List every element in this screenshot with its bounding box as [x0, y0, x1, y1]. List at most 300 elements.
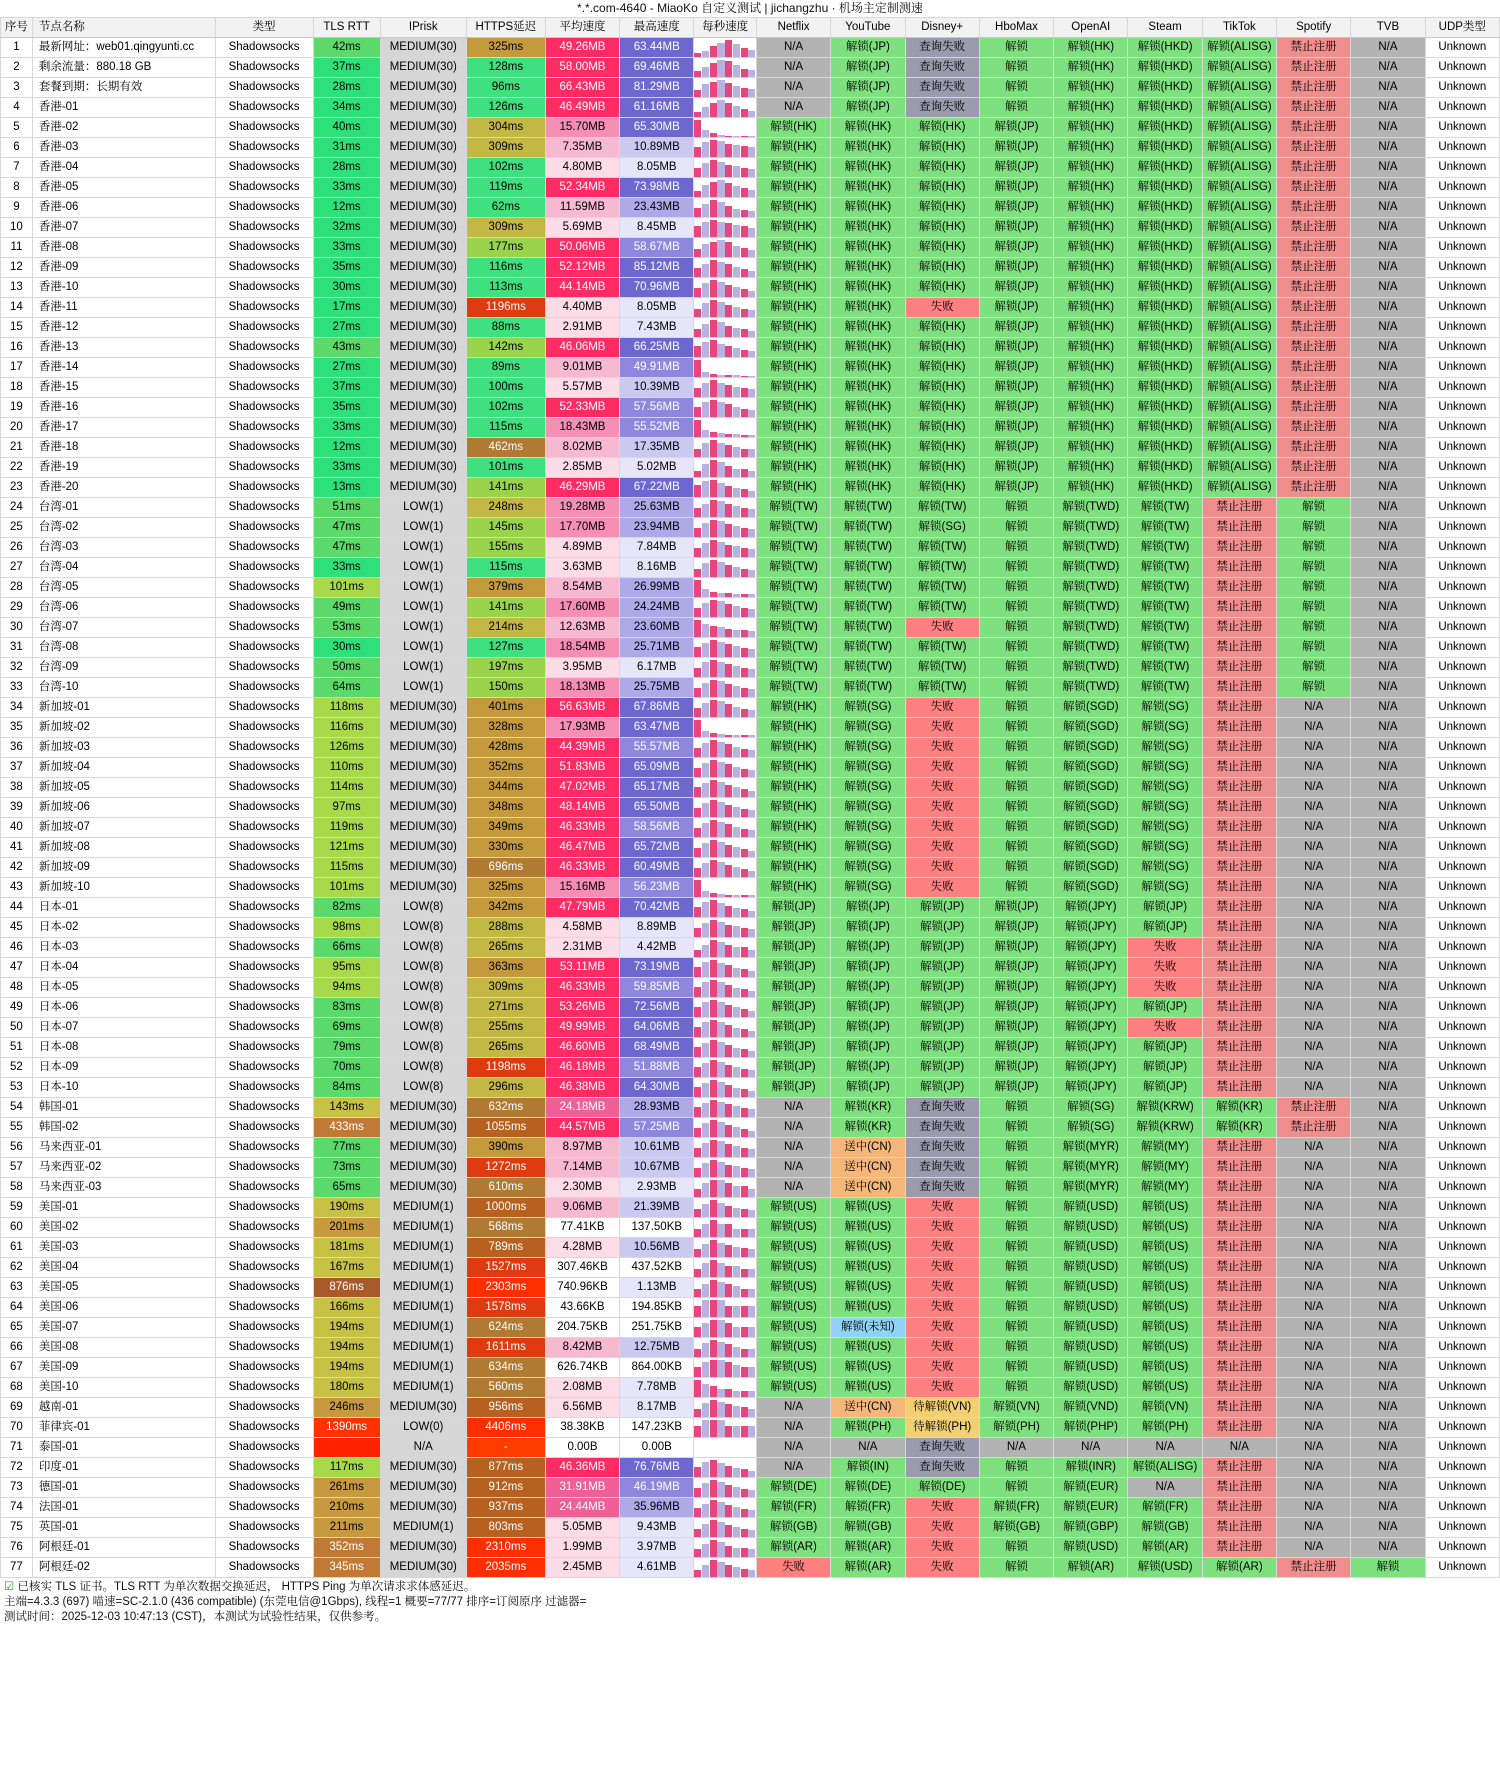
- svc-tvb: N/A: [1351, 278, 1425, 298]
- row-index: 56: [1, 1138, 33, 1158]
- table-row[interactable]: [1, 1558, 1500, 1578]
- iprisk: MEDIUM(30): [380, 458, 466, 478]
- svc-openai: 解锁(GBP): [1054, 1518, 1128, 1538]
- svc-openai: 解锁(USD): [1054, 1238, 1128, 1258]
- https-latency: 401ms: [466, 698, 545, 718]
- col-tvb[interactable]: TVB: [1351, 18, 1425, 38]
- udp-type: Unknown: [1425, 258, 1499, 278]
- max-speed: 6.17MB: [620, 658, 694, 678]
- node-name: 台湾-08: [32, 638, 215, 658]
- svc-hbomax: 解锁(JP): [979, 278, 1053, 298]
- udp-type: Unknown: [1425, 38, 1499, 58]
- table-row[interactable]: [1, 1258, 1500, 1278]
- row-index: 9: [1, 198, 33, 218]
- svc-spotify: N/A: [1277, 698, 1351, 718]
- https-latency: 363ms: [466, 958, 545, 978]
- svc-hbomax: 解锁: [979, 798, 1053, 818]
- svc-youtube: 解锁(SG): [831, 878, 905, 898]
- tls-rtt: 94ms: [313, 978, 380, 998]
- svc-openai: 解锁(HK): [1054, 198, 1128, 218]
- node-name: 新加坡-01: [32, 698, 215, 718]
- row-index: 68: [1, 1378, 33, 1398]
- svc-tvb: N/A: [1351, 1258, 1425, 1278]
- svc-youtube: 解锁(TW): [831, 578, 905, 598]
- svc-openai: 解锁(HK): [1054, 358, 1128, 378]
- table-row[interactable]: [1, 238, 1500, 258]
- svc-steam: 解锁(HKD): [1128, 78, 1202, 98]
- table-row[interactable]: [1, 638, 1500, 658]
- row-index: 23: [1, 478, 33, 498]
- per-second-sparkline: [694, 1038, 757, 1058]
- col-tls-rtt[interactable]: TLS RTT: [313, 18, 380, 38]
- avg-speed: 19.28MB: [545, 498, 619, 518]
- svc-openai: 解锁(SGD): [1054, 818, 1128, 838]
- svc-disneyplus: 解锁(JP): [905, 918, 979, 938]
- svc-spotify: 解锁: [1277, 518, 1351, 538]
- row-index: 65: [1, 1318, 33, 1338]
- avg-speed: 44.39MB: [545, 738, 619, 758]
- table-row[interactable]: [1, 378, 1500, 398]
- svc-disneyplus: 查询失败: [905, 1138, 979, 1158]
- table-row[interactable]: [1, 1398, 1500, 1418]
- table-row[interactable]: [1, 778, 1500, 798]
- svc-disneyplus: 待解锁(PH): [905, 1418, 979, 1438]
- table-row[interactable]: [1, 1298, 1500, 1318]
- table-row[interactable]: [1, 698, 1500, 718]
- svc-youtube: 解锁(SG): [831, 838, 905, 858]
- udp-type: Unknown: [1425, 1138, 1499, 1158]
- avg-speed: 2.31MB: [545, 938, 619, 958]
- svc-netflix: N/A: [756, 1398, 830, 1418]
- svc-spotify: N/A: [1277, 918, 1351, 938]
- udp-type: Unknown: [1425, 1118, 1499, 1138]
- table-row[interactable]: [1, 218, 1500, 238]
- svc-tiktok: 禁止注册: [1202, 558, 1276, 578]
- svc-steam: 解锁(US): [1128, 1378, 1202, 1398]
- row-index: 39: [1, 798, 33, 818]
- svc-hbomax: 解锁: [979, 1558, 1053, 1578]
- svc-spotify: 禁止注册: [1277, 298, 1351, 318]
- svc-youtube: 解锁(US): [831, 1378, 905, 1398]
- svc-tiktok: 禁止注册: [1202, 918, 1276, 938]
- svc-tvb: N/A: [1351, 958, 1425, 978]
- table-row[interactable]: [1, 1178, 1500, 1198]
- svc-disneyplus: 解锁(HK): [905, 358, 979, 378]
- table-row[interactable]: [1, 1518, 1500, 1538]
- table-row[interactable]: [1, 838, 1500, 858]
- table-row[interactable]: [1, 878, 1500, 898]
- svc-steam: 解锁(US): [1128, 1318, 1202, 1338]
- udp-type: Unknown: [1425, 1358, 1499, 1378]
- svc-spotify: 解锁: [1277, 578, 1351, 598]
- max-speed: 8.17MB: [620, 1398, 694, 1418]
- col-avg-speed[interactable]: 平均速度: [545, 18, 619, 38]
- max-speed: 66.25MB: [620, 338, 694, 358]
- table-row[interactable]: [1, 358, 1500, 378]
- svc-steam: N/A: [1128, 1438, 1202, 1458]
- node-name: 香港-16: [32, 398, 215, 418]
- row-index: 73: [1, 1478, 33, 1498]
- col-max-speed[interactable]: 最高速度: [620, 18, 694, 38]
- svc-netflix: 解锁(HK): [756, 838, 830, 858]
- iprisk: MEDIUM(30): [380, 818, 466, 838]
- tls-rtt: 50ms: [313, 658, 380, 678]
- table-row[interactable]: [1, 78, 1500, 98]
- svc-youtube: 解锁(HK): [831, 318, 905, 338]
- col-tiktok[interactable]: TikTok: [1202, 18, 1276, 38]
- col-spotify[interactable]: Spotify: [1277, 18, 1351, 38]
- svc-openai: 解锁(USD): [1054, 1298, 1128, 1318]
- table-row[interactable]: [1, 538, 1500, 558]
- svc-spotify: N/A: [1277, 1378, 1351, 1398]
- udp-type: Unknown: [1425, 98, 1499, 118]
- per-second-sparkline: [694, 798, 757, 818]
- col-youtube[interactable]: YouTube: [831, 18, 905, 38]
- table-row[interactable]: [1, 1138, 1500, 1158]
- per-second-sparkline: [694, 618, 757, 638]
- tls-rtt: 12ms: [313, 198, 380, 218]
- tls-rtt: [313, 1438, 380, 1458]
- svc-tiktok: 禁止注册: [1202, 878, 1276, 898]
- row-index: 20: [1, 418, 33, 438]
- svc-tiktok: 禁止注册: [1202, 638, 1276, 658]
- table-row[interactable]: [1, 498, 1500, 518]
- avg-speed: 46.29MB: [545, 478, 619, 498]
- iprisk: MEDIUM(30): [380, 478, 466, 498]
- row-index: 37: [1, 758, 33, 778]
- max-speed: 67.86MB: [620, 698, 694, 718]
- svc-youtube: 解锁(JP): [831, 1058, 905, 1078]
- svc-netflix: N/A: [756, 78, 830, 98]
- table-row[interactable]: [1, 1478, 1500, 1498]
- table-row[interactable]: [1, 1458, 1500, 1478]
- table-row[interactable]: [1, 1058, 1500, 1078]
- tls-rtt: 66ms: [313, 938, 380, 958]
- table-row[interactable]: [1, 1118, 1500, 1138]
- max-speed: 8.05MB: [620, 298, 694, 318]
- svc-spotify: 禁止注册: [1277, 118, 1351, 138]
- table-row[interactable]: [1, 558, 1500, 578]
- svc-disneyplus: 失败: [905, 1258, 979, 1278]
- table-row[interactable]: [1, 158, 1500, 178]
- table-row[interactable]: [1, 298, 1500, 318]
- iprisk: MEDIUM(1): [380, 1338, 466, 1358]
- svc-openai: 解锁(TWD): [1054, 538, 1128, 558]
- svc-hbomax: 解锁(JP): [979, 298, 1053, 318]
- avg-speed: 38.38KB: [545, 1418, 619, 1438]
- table-row[interactable]: [1, 198, 1500, 218]
- col-hbomax[interactable]: HboMax: [979, 18, 1053, 38]
- table-row[interactable]: [1, 258, 1500, 278]
- udp-type: Unknown: [1425, 378, 1499, 398]
- table-row[interactable]: [1, 1038, 1500, 1058]
- svc-netflix: 解锁(US): [756, 1318, 830, 1338]
- svc-disneyplus: 失败: [905, 1498, 979, 1518]
- svc-steam: 失败: [1128, 1018, 1202, 1038]
- svc-tvb: N/A: [1351, 158, 1425, 178]
- row-index: 75: [1, 1518, 33, 1538]
- svc-youtube: 解锁(US): [831, 1198, 905, 1218]
- node-type: Shadowsocks: [215, 938, 313, 958]
- table-row[interactable]: [1, 598, 1500, 618]
- svc-spotify: 禁止注册: [1277, 218, 1351, 238]
- svc-disneyplus: 失败: [905, 618, 979, 638]
- svc-spotify: 禁止注册: [1277, 258, 1351, 278]
- svc-disneyplus: 查询失败: [905, 58, 979, 78]
- svc-disneyplus: 解锁(HK): [905, 238, 979, 258]
- svc-tiktok: 禁止注册: [1202, 598, 1276, 618]
- per-second-sparkline: [694, 578, 757, 598]
- table-row[interactable]: [1, 1418, 1500, 1438]
- row-index: 19: [1, 398, 33, 418]
- table-row[interactable]: [1, 758, 1500, 778]
- table-row[interactable]: [1, 938, 1500, 958]
- svc-openai: 解锁(SGD): [1054, 718, 1128, 738]
- iprisk: LOW(8): [380, 1038, 466, 1058]
- avg-speed: 43.66KB: [545, 1298, 619, 1318]
- svc-disneyplus: 解锁(JP): [905, 958, 979, 978]
- row-index: 36: [1, 738, 33, 758]
- https-latency: 271ms: [466, 998, 545, 1018]
- per-second-sparkline: [694, 1178, 757, 1198]
- table-row[interactable]: [1, 1378, 1500, 1398]
- table-row[interactable]: [1, 1318, 1500, 1338]
- node-type: Shadowsocks: [215, 118, 313, 138]
- max-speed: 69.46MB: [620, 58, 694, 78]
- table-row[interactable]: [1, 518, 1500, 538]
- col-steam[interactable]: Steam: [1128, 18, 1202, 38]
- table-row[interactable]: [1, 398, 1500, 418]
- iprisk: LOW(1): [380, 518, 466, 538]
- table-row[interactable]: [1, 118, 1500, 138]
- iprisk: MEDIUM(30): [380, 98, 466, 118]
- table-row[interactable]: [1, 1438, 1500, 1458]
- svc-disneyplus: 查询失败: [905, 98, 979, 118]
- table-row[interactable]: [1, 138, 1500, 158]
- https-latency: 255ms: [466, 1018, 545, 1038]
- col-https-latency[interactable]: HTTPS延迟: [466, 18, 545, 38]
- svc-steam: 解锁(VN): [1128, 1398, 1202, 1418]
- table-row[interactable]: [1, 818, 1500, 838]
- col-per-second-speed[interactable]: 每秒速度: [694, 18, 757, 38]
- avg-speed: 5.05MB: [545, 1518, 619, 1538]
- table-row[interactable]: [1, 1158, 1500, 1178]
- https-latency: 102ms: [466, 398, 545, 418]
- svc-hbomax: 解锁(JP): [979, 418, 1053, 438]
- table-row[interactable]: [1, 858, 1500, 878]
- node-name: 日本-03: [32, 938, 215, 958]
- node-name: 香港-10: [32, 278, 215, 298]
- node-name: 日本-06: [32, 998, 215, 1018]
- udp-type: Unknown: [1425, 358, 1499, 378]
- svc-disneyplus: 查询失败: [905, 1098, 979, 1118]
- col-iprisk[interactable]: IPrisk: [380, 18, 466, 38]
- max-speed: 437.52KB: [620, 1258, 694, 1278]
- node-type: Shadowsocks: [215, 838, 313, 858]
- svc-youtube: 解锁(HK): [831, 198, 905, 218]
- table-row[interactable]: [1, 98, 1500, 118]
- svc-hbomax: 解锁: [979, 1458, 1053, 1478]
- svc-netflix: 解锁(TW): [756, 678, 830, 698]
- https-latency: 1198ms: [466, 1058, 545, 1078]
- svc-youtube: 解锁(AR): [831, 1538, 905, 1558]
- node-type: Shadowsocks: [215, 1218, 313, 1238]
- svc-disneyplus: 解锁(JP): [905, 998, 979, 1018]
- table-row[interactable]: [1, 1098, 1500, 1118]
- svc-youtube: 解锁(SG): [831, 758, 905, 778]
- table-row[interactable]: [1, 978, 1500, 998]
- tls-rtt: 31ms: [313, 138, 380, 158]
- table-row[interactable]: [1, 618, 1500, 638]
- table-row[interactable]: [1, 338, 1500, 358]
- https-latency: 937ms: [466, 1498, 545, 1518]
- iprisk: MEDIUM(30): [380, 858, 466, 878]
- svc-disneyplus: 失败: [905, 1318, 979, 1338]
- table-row[interactable]: [1, 38, 1500, 58]
- svc-netflix: 解锁(HK): [756, 258, 830, 278]
- svc-tiktok: 解锁(ALISG): [1202, 418, 1276, 438]
- iprisk: MEDIUM(1): [380, 1198, 466, 1218]
- table-row[interactable]: [1, 1278, 1500, 1298]
- col-netflix[interactable]: Netflix: [756, 18, 830, 38]
- svc-spotify: 禁止注册: [1277, 418, 1351, 438]
- table-row[interactable]: [1, 798, 1500, 818]
- max-speed: 7.78MB: [620, 1378, 694, 1398]
- tls-rtt: 101ms: [313, 578, 380, 598]
- node-name: 马来西亚-03: [32, 1178, 215, 1198]
- per-second-sparkline: [694, 1538, 757, 1558]
- tls-rtt: 211ms: [313, 1518, 380, 1538]
- svc-tvb: N/A: [1351, 618, 1425, 638]
- svc-netflix: N/A: [756, 1158, 830, 1178]
- tls-rtt: 83ms: [313, 998, 380, 1018]
- col-disneyplus[interactable]: Disney+: [905, 18, 979, 38]
- table-row[interactable]: [1, 1218, 1500, 1238]
- svc-tiktok: 禁止注册: [1202, 898, 1276, 918]
- svc-tiktok: 禁止注册: [1202, 1138, 1276, 1158]
- svc-tiktok: 解锁(ALISG): [1202, 218, 1276, 238]
- table-row[interactable]: [1, 1358, 1500, 1378]
- table-row[interactable]: [1, 1198, 1500, 1218]
- svc-hbomax: 解锁: [979, 598, 1053, 618]
- svc-openai: 解锁(HK): [1054, 58, 1128, 78]
- node-type: Shadowsocks: [215, 1078, 313, 1098]
- node-name: 套餐到期：长期有效: [32, 78, 215, 98]
- col-udp-type[interactable]: UDP类型: [1425, 18, 1499, 38]
- udp-type: Unknown: [1425, 1238, 1499, 1258]
- verified-check-icon: ☑: [4, 1581, 15, 1593]
- per-second-sparkline: [694, 1158, 757, 1178]
- table-row[interactable]: [1, 1498, 1500, 1518]
- svc-disneyplus: 失败: [905, 1298, 979, 1318]
- table-row[interactable]: [1, 578, 1500, 598]
- svc-youtube: 解锁(HK): [831, 158, 905, 178]
- svc-hbomax: 解锁: [979, 698, 1053, 718]
- max-speed: 61.16MB: [620, 98, 694, 118]
- iprisk: LOW(8): [380, 898, 466, 918]
- table-row[interactable]: [1, 738, 1500, 758]
- node-type: Shadowsocks: [215, 558, 313, 578]
- svc-youtube: 解锁(SG): [831, 738, 905, 758]
- svc-openai: 解锁(SGD): [1054, 738, 1128, 758]
- table-row[interactable]: [1, 898, 1500, 918]
- iprisk: MEDIUM(30): [380, 1178, 466, 1198]
- tls-rtt: 64ms: [313, 678, 380, 698]
- svc-spotify: N/A: [1277, 938, 1351, 958]
- row-index: 16: [1, 338, 33, 358]
- table-row[interactable]: [1, 178, 1500, 198]
- svc-spotify: N/A: [1277, 1298, 1351, 1318]
- table-row[interactable]: [1, 998, 1500, 1018]
- node-name: 剩余流量：880.18 GB: [32, 58, 215, 78]
- table-row[interactable]: [1, 458, 1500, 478]
- tls-rtt: 30ms: [313, 638, 380, 658]
- svc-tvb: N/A: [1351, 638, 1425, 658]
- node-name: 香港-17: [32, 418, 215, 438]
- svc-tiktok: 解锁(KR): [1202, 1118, 1276, 1138]
- table-row[interactable]: [1, 918, 1500, 938]
- udp-type: Unknown: [1425, 598, 1499, 618]
- iprisk: MEDIUM(30): [380, 38, 466, 58]
- col-node-name[interactable]: 节点名称: [32, 18, 215, 38]
- table-row[interactable]: [1, 718, 1500, 738]
- table-row[interactable]: [1, 278, 1500, 298]
- svc-steam: 解锁(JP): [1128, 1038, 1202, 1058]
- table-row[interactable]: [1, 1018, 1500, 1038]
- table-row[interactable]: [1, 1078, 1500, 1098]
- per-second-sparkline: [694, 1138, 757, 1158]
- svc-youtube: 解锁(HK): [831, 258, 905, 278]
- col-type[interactable]: 类型: [215, 18, 313, 38]
- max-speed: 0.00B: [620, 1438, 694, 1458]
- svc-tvb: N/A: [1351, 1218, 1425, 1238]
- col-openai[interactable]: OpenAI: [1054, 18, 1128, 38]
- row-index: 15: [1, 318, 33, 338]
- table-row[interactable]: [1, 1538, 1500, 1558]
- svc-youtube: 解锁(TW): [831, 678, 905, 698]
- node-name: 香港-20: [32, 478, 215, 498]
- table-row[interactable]: [1, 58, 1500, 78]
- table-row[interactable]: [1, 318, 1500, 338]
- table-row[interactable]: [1, 1238, 1500, 1258]
- table-row[interactable]: [1, 438, 1500, 458]
- svc-tiktok: 解锁(ALISG): [1202, 478, 1276, 498]
- svc-netflix: 解锁(HK): [756, 118, 830, 138]
- svc-netflix: 解锁(HK): [756, 138, 830, 158]
- table-row[interactable]: [1, 418, 1500, 438]
- tls-rtt: 42ms: [313, 38, 380, 58]
- table-row[interactable]: [1, 958, 1500, 978]
- node-name: 日本-08: [32, 1038, 215, 1058]
- svc-tvb: N/A: [1351, 1158, 1425, 1178]
- per-second-sparkline: [694, 238, 757, 258]
- svc-tiktok: 禁止注册: [1202, 518, 1276, 538]
- svc-tiktok: 禁止注册: [1202, 738, 1276, 758]
- svc-netflix: 解锁(HK): [756, 738, 830, 758]
- row-index: 63: [1, 1278, 33, 1298]
- avg-speed: 18.13MB: [545, 678, 619, 698]
- col-index[interactable]: 序号: [1, 18, 33, 38]
- table-row[interactable]: [1, 1338, 1500, 1358]
- per-second-sparkline: [694, 1358, 757, 1378]
- iprisk: LOW(8): [380, 938, 466, 958]
- table-row[interactable]: [1, 658, 1500, 678]
- node-name: 香港-19: [32, 458, 215, 478]
- table-row[interactable]: [1, 678, 1500, 698]
- svc-tiktok: 禁止注册: [1202, 798, 1276, 818]
- svc-netflix: 解锁(JP): [756, 918, 830, 938]
- table-row[interactable]: [1, 478, 1500, 498]
